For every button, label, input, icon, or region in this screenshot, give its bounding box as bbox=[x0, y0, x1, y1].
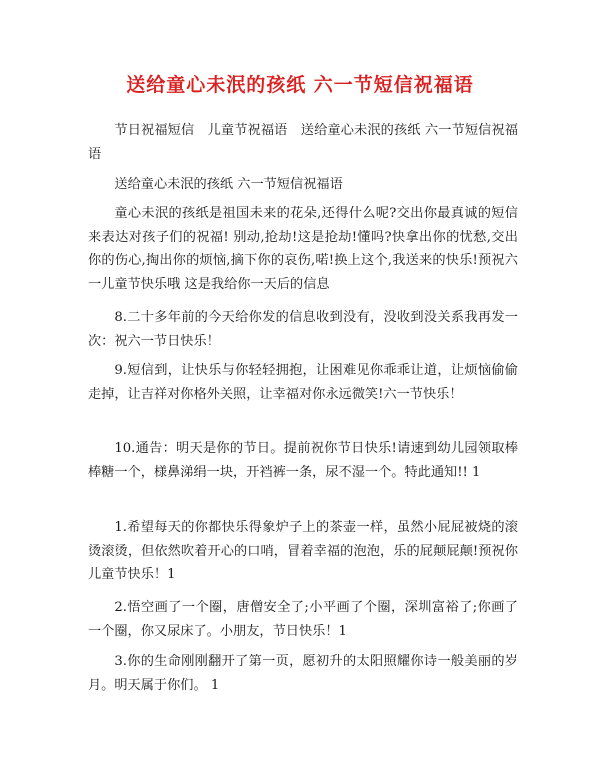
paragraph-item-10: 10.通告：明天是你的节日。提前祝你节日快乐!请速到幼儿园领取棒棒糖一个，様鼻涕绢一块，开裆裤一条，尿不湿一个。特此通知!! 1 bbox=[88, 441, 518, 480]
paragraph-item-2: 2.悟空画了一个圈，唐僧安全了;小平画了个圈，深圳富裕了;你画了一个圈，你又尿床了。小朋友，节日快乐！1 bbox=[88, 600, 518, 639]
paragraph-intro: 童心未泯的孩纸是祖国未来的花朵,还得什么呢?交出你最真诚的短信来表达对孩子们的祝福! 别动,抢劫!这是抢劫!懂吗?快拿出你的忧愁,交出你的伤心,掏出你的烦恼,摘下你的哀伤,喏!换上这个,我送来的快乐!预祝六一儿童节快乐哦 这是我给你一天后的信息 bbox=[88, 206, 518, 292]
paragraph-item-1: 1.希望每天的你都快乐得象炉子上的茶壶一样，虽然小屁屁被烧的滚烫滚烫，但依然吹着开心的口哨，冒着幸福的泡泡，乐的屁颠屁颠!预祝你儿童节快乐！1 bbox=[88, 520, 518, 582]
paragraph-item-9: 9.短信到，让快乐与你轻轻拥抱，让困难见你乖乖让道，让烦恼偷偷走掉，让吉祥对你格外关照，让幸福对你永远微笑!六一节快乐！ bbox=[88, 363, 518, 402]
paragraph-item-3: 3.你的生命刚刚翻开了第一页，愿初升的太阳照耀你诗一般美丽的岁月。明天属于你们。 1 bbox=[88, 654, 518, 693]
paragraph-subtitle: 送给童心未泯的孩纸 六一节短信祝福语 bbox=[114, 177, 343, 192]
paragraph-item-8: 8.二十多年前的今天给你发的信息收到没有，没收到没关系我再发一次：祝六一节日快乐！ bbox=[88, 310, 518, 349]
paragraph-tags: 节日祝福短信 儿童节祝福语 送给童心未泯的孩纸 六一节短信祝福语 bbox=[88, 123, 518, 162]
document-title: 送给童心未泯的孩纸 六一节短信祝福语 bbox=[126, 74, 474, 96]
